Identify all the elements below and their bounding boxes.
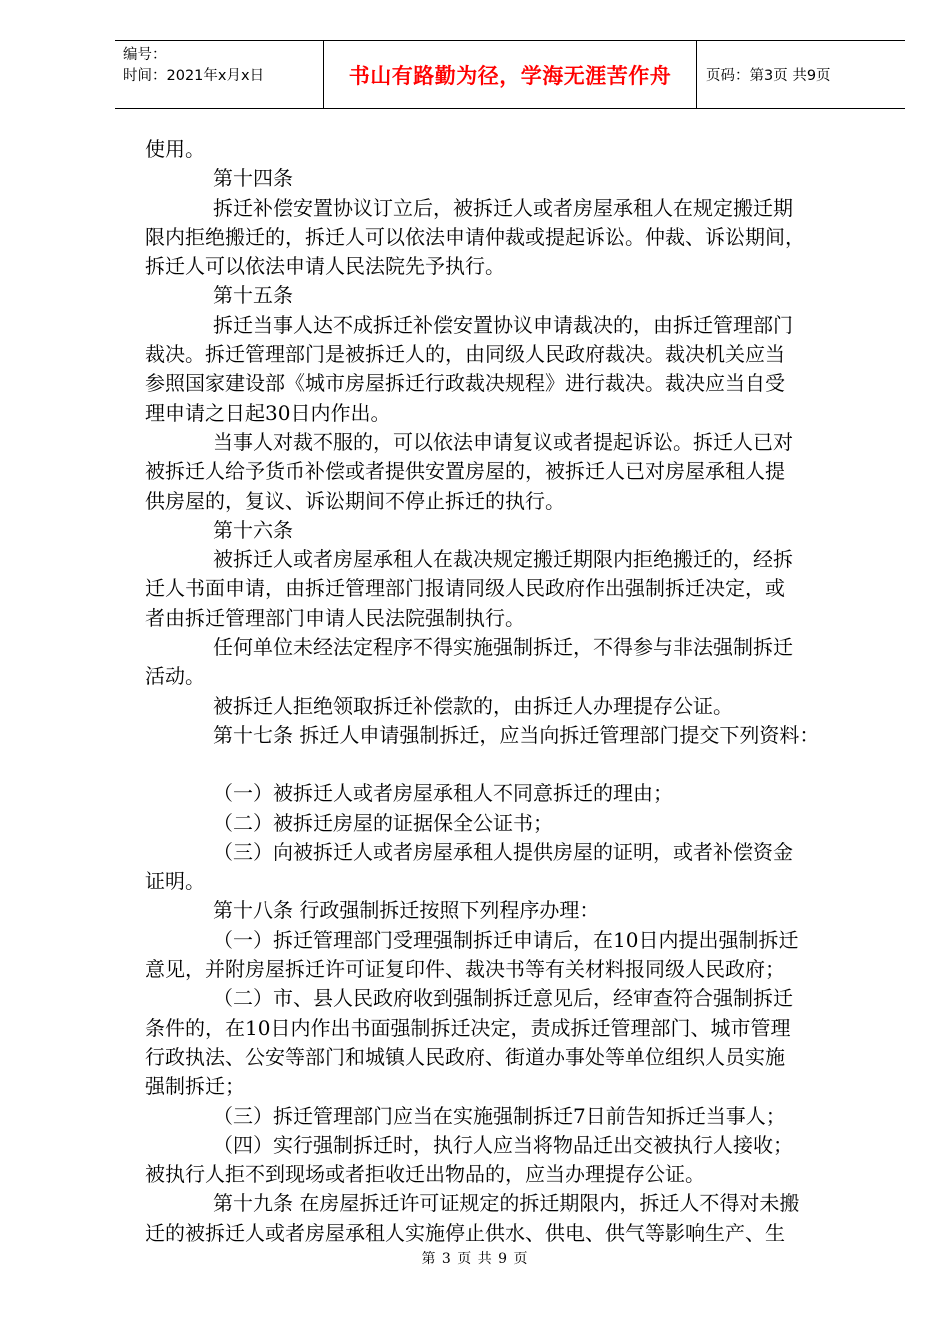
article-heading: 第十八条 行政强制拆迁按照下列程序办理： — [213, 898, 600, 923]
body-line: 迁的被拆迁人或者房屋承租人实施停止供水、供电、供气等影响生产、生 — [145, 1220, 785, 1245]
body-line: 裁决。拆迁管理部门是被拆迁人的，由同级人民政府裁决。裁决机关应当 — [145, 342, 785, 367]
body-line: 使用。 — [145, 137, 205, 161]
header-page-cell — [697, 41, 905, 108]
page-footer: 第 3 页 共 9 页 — [421, 1251, 529, 1267]
blank-line — [145, 750, 890, 779]
body-line: 理申请之日起30日内作出。 — [145, 400, 391, 425]
body-line: 拆迁补偿安置协议订立后，被拆迁人或者房屋承租人在规定搬迁期 — [213, 195, 793, 220]
list-item: （二）被拆迁房屋的证据保全公证书； — [213, 810, 553, 835]
document-time: 时间：2021年x月x日 — [123, 68, 265, 84]
document-number: 编号： — [123, 47, 167, 63]
body-line: 证明。 — [145, 869, 205, 894]
list-item: （三）拆迁管理部门应当在实施强制拆迁7日前告知拆迁当事人； — [213, 1103, 786, 1128]
list-item: （二）市、县人民政府收到强制拆迁意见后，经审查符合强制拆迁 — [213, 986, 793, 1011]
list-item: （四）实行强制拆迁时，执行人应当将物品迁出交被执行人接收； — [213, 1132, 793, 1157]
body-line: 被拆迁人拒绝领取拆迁补偿款的，由拆迁人办理提存公证。 — [213, 693, 733, 718]
body-line: 行政执法、公安等部门和城镇人民政府、街道办事处等单位组织人员实施 — [145, 1044, 785, 1069]
body-line: 活动。 — [145, 664, 205, 689]
header-motto-cell — [324, 41, 697, 108]
body-line: 拆迁当事人达不成拆迁补偿安置协议申请裁决的，由拆迁管理部门 — [213, 312, 793, 337]
document-body — [145, 135, 890, 1248]
body-line: 限内拒绝搬迁的，拆迁人可以依法申请仲裁或提起诉讼。仲裁、诉讼期间， — [145, 224, 805, 249]
body-line: 当事人对裁不服的，可以依法申请复议或者提起诉讼。拆迁人已对 — [213, 429, 793, 454]
list-item: （三）向被拆迁人或者房屋承租人提供房屋的证明，或者补偿资金 — [213, 839, 793, 864]
article-heading: 第十四条 — [213, 166, 293, 191]
list-item: （一）被拆迁人或者房屋承租人不同意拆迁的理由； — [213, 781, 673, 806]
body-line: 者由拆迁管理部门申请人民法院强制执行。 — [145, 605, 525, 630]
body-line: 被执行人拒不到现场或者拒收迁出物品的，应当办理提存公证。 — [145, 1162, 705, 1187]
body-line: 迁人书面申请，由拆迁管理部门报请同级人民政府作出强制拆迁决定，或 — [145, 576, 785, 601]
body-line: 条件的，在10日内作出书面强制拆迁决定，责成拆迁管理部门、城市管理 — [145, 1015, 791, 1040]
page-header — [115, 40, 905, 109]
article-heading: 第十九条 在房屋拆迁许可证规定的拆迁期限内，拆迁人不得对未搬 — [213, 1191, 800, 1216]
body-line: 参照国家建设部《城市房屋拆迁行政裁决规程》进行裁决。裁决应当自受 — [145, 371, 785, 396]
article-heading: 第十六条 — [213, 517, 293, 542]
body-line: 强制拆迁； — [145, 1074, 245, 1099]
body-line: 供房屋的，复议、诉讼期间不停止拆迁的执行。 — [145, 488, 565, 513]
body-line: 被拆迁人或者房屋承租人在裁决规定搬迁期限内拒绝搬迁的，经拆 — [213, 547, 793, 572]
header-page-number: 页码：第3页 共9页 — [706, 68, 831, 84]
header-meta — [115, 41, 324, 108]
body-line: 被拆迁人给予货币补偿或者提供安置房屋的，被拆迁人已对房屋承租人提 — [145, 459, 785, 484]
body-line: 意见，并附房屋拆迁许可证复印件、裁决书等有关材料报同级人民政府； — [145, 957, 785, 982]
article-heading: 第十七条 拆迁人申请强制拆迁，应当向拆迁管理部门提交下列资料： — [213, 722, 820, 747]
list-item: （一）拆迁管理部门受理强制拆迁申请后，在10日内提出强制拆迁 — [213, 927, 799, 952]
article-heading: 第十五条 — [213, 283, 293, 308]
body-line: 任何单位未经法定程序不得实施强制拆迁，不得参与非法强制拆迁 — [213, 635, 793, 660]
header-motto: 书山有路勤为径，学海无涯苦作舟 — [348, 63, 672, 88]
body-line: 拆迁人可以依法申请人民法院先予执行。 — [145, 254, 505, 279]
